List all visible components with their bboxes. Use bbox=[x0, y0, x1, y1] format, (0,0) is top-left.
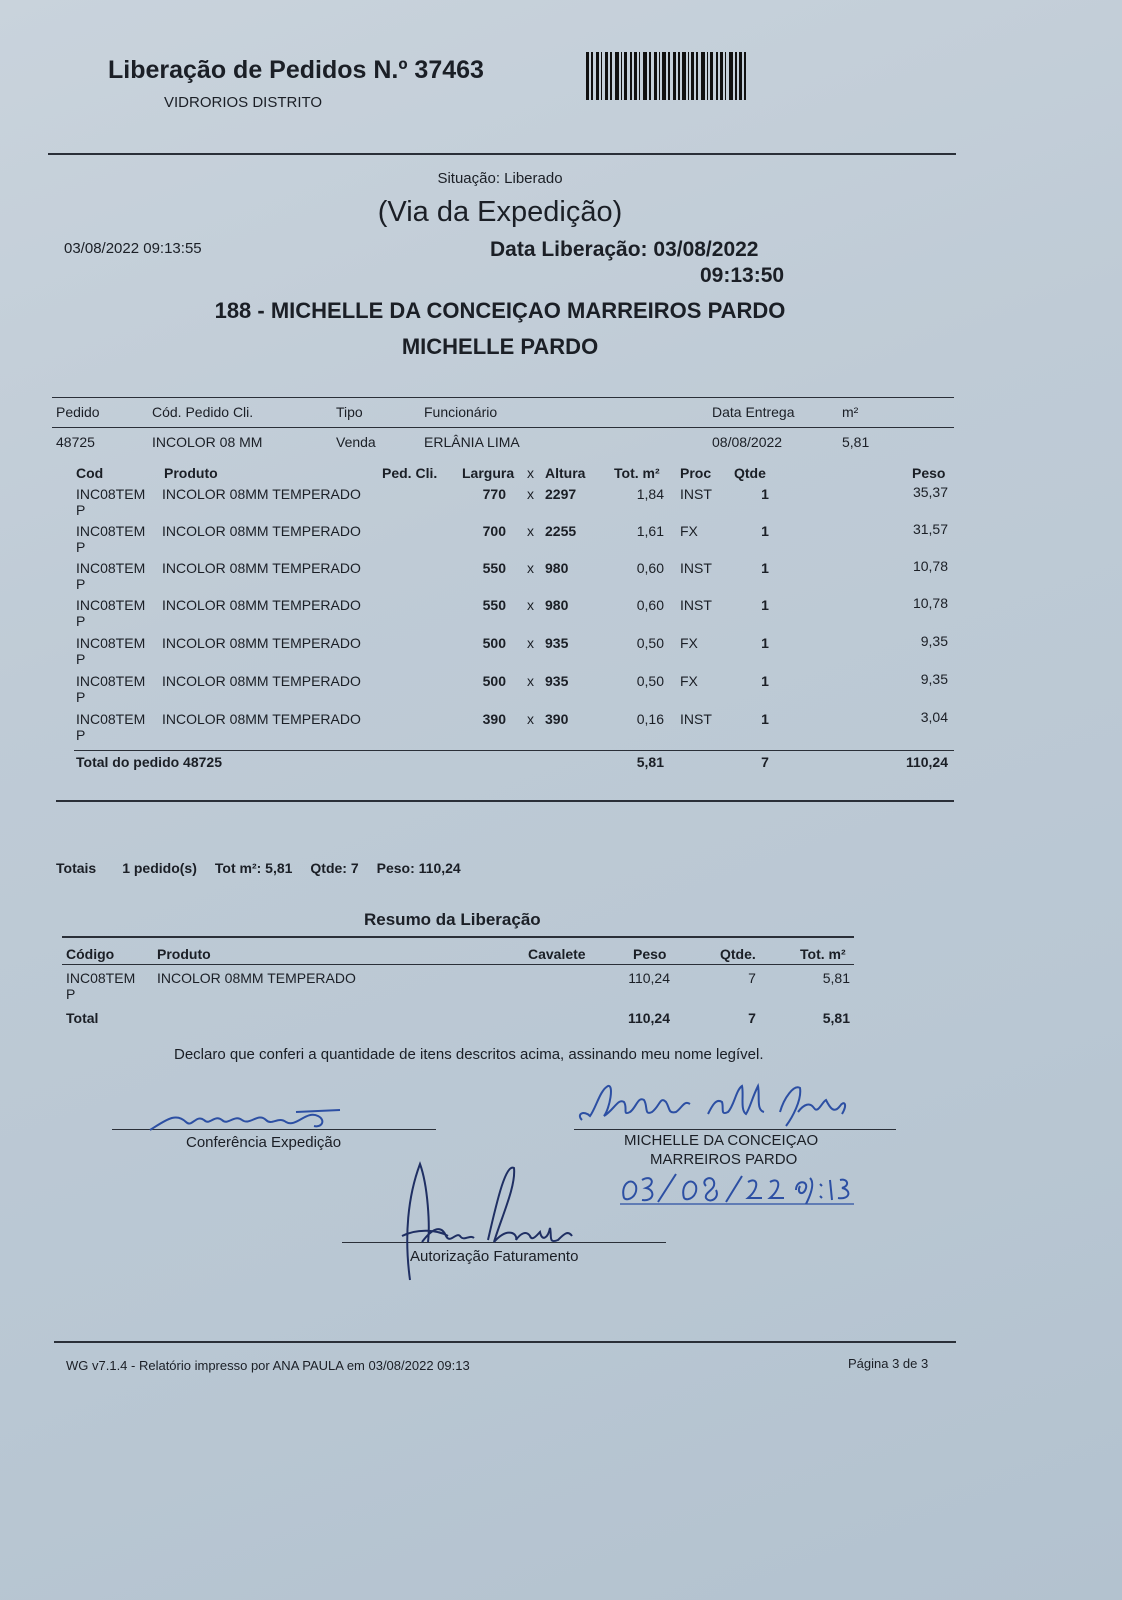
item-x: x bbox=[527, 597, 534, 613]
order-total-peso: 110,24 bbox=[905, 754, 948, 770]
col-header-data-entrega: Data Entrega bbox=[712, 404, 795, 420]
item-altura: 980 bbox=[545, 597, 569, 613]
totals-m2: Tot m²: 5,81 bbox=[214, 860, 293, 876]
item-x: x bbox=[527, 635, 534, 651]
item-produto: INCOLOR 08MM TEMPERADO bbox=[162, 711, 361, 727]
item-produto: INCOLOR 08MM TEMPERADO bbox=[162, 597, 361, 613]
summary-header-divider bbox=[62, 964, 854, 965]
item-cod: INC08TEM P bbox=[76, 560, 146, 592]
item-altura: 2297 bbox=[545, 486, 577, 502]
delivery-date: 08/08/2022 bbox=[712, 434, 783, 450]
summary-tot-m2: 5,81 bbox=[822, 970, 850, 986]
item-largura: 390 bbox=[482, 711, 506, 727]
item-col-cod: Cod bbox=[76, 465, 104, 481]
client-order-code: INCOLOR 08 MM bbox=[152, 434, 263, 450]
item-col-peso: Peso bbox=[912, 465, 946, 481]
summary-total-peso: 110,24 bbox=[627, 1010, 670, 1026]
item-cod: INC08TEM P bbox=[76, 523, 146, 555]
item-col-qtde: Qtde bbox=[734, 465, 766, 481]
col-header-pedido: Pedido bbox=[56, 404, 100, 420]
item-x: x bbox=[527, 486, 534, 502]
item-cod: INC08TEM P bbox=[76, 486, 146, 518]
item-peso: 3,04 bbox=[920, 709, 948, 725]
footer-print-info: WG v7.1.4 - Relatório impresso por ANA PAULA em 03/08/2022 09:13 bbox=[66, 1358, 470, 1373]
item-produto: INCOLOR 08MM TEMPERADO bbox=[162, 673, 361, 689]
item-tot-m2: 0,60 bbox=[636, 597, 664, 613]
item-largura: 700 bbox=[482, 523, 506, 539]
item-peso: 10,78 bbox=[912, 558, 948, 574]
order-total-m2: 5,81 bbox=[636, 754, 664, 770]
item-proc: FX bbox=[680, 673, 698, 689]
item-col-ped-cli: Ped. Cli. bbox=[382, 465, 438, 481]
summary-total-label: Total bbox=[66, 1010, 99, 1026]
item-col-produto: Produto bbox=[164, 465, 218, 481]
order-type: Venda bbox=[336, 434, 376, 450]
item-col-tot-m2: Tot. m² bbox=[614, 465, 660, 481]
item-produto: INCOLOR 08MM TEMPERADO bbox=[162, 560, 361, 576]
client-signature-name-2: MARREIROS PARDO bbox=[650, 1151, 798, 1168]
col-header-funcionario: Funcionário bbox=[424, 404, 498, 420]
item-produto: INCOLOR 08MM TEMPERADO bbox=[162, 486, 361, 502]
item-largura: 770 bbox=[482, 486, 506, 502]
totals-summary bbox=[56, 860, 479, 876]
item-tot-m2: 0,16 bbox=[636, 711, 664, 727]
table-row bbox=[0, 635, 1122, 673]
print-timestamp: 03/08/2022 09:13:55 bbox=[64, 240, 202, 257]
document-title: Liberação de Pedidos N.º 37463 bbox=[108, 56, 484, 84]
item-cod: INC08TEM P bbox=[76, 711, 146, 743]
section-divider bbox=[56, 800, 954, 802]
order-total-divider bbox=[74, 750, 954, 751]
employee: ERLÂNIA LIMA bbox=[424, 434, 520, 450]
item-largura: 500 bbox=[482, 673, 506, 689]
item-x: x bbox=[527, 711, 534, 727]
item-qtde: 1 bbox=[761, 597, 769, 613]
totals-peso: Peso: 110,24 bbox=[376, 860, 461, 876]
col-header-cod-pedido-cli: Cód. Pedido Cli. bbox=[152, 404, 254, 420]
summary-peso: 110,24 bbox=[628, 970, 670, 986]
item-tot-m2: 0,50 bbox=[636, 673, 664, 689]
summary-produto: INCOLOR 08MM TEMPERADO bbox=[157, 970, 356, 986]
item-largura: 550 bbox=[482, 597, 506, 613]
client-name: 188 - MICHELLE DA CONCEIÇAO MARREIROS PARDO bbox=[214, 298, 786, 323]
item-proc: FX bbox=[680, 635, 698, 651]
item-proc: FX bbox=[680, 523, 698, 539]
item-cod: INC08TEM P bbox=[76, 673, 146, 705]
item-largura: 500 bbox=[482, 635, 506, 651]
item-x: x bbox=[527, 673, 534, 689]
table-row bbox=[0, 673, 1122, 711]
table-row bbox=[0, 597, 1122, 635]
conferencia-signature-icon bbox=[146, 1100, 356, 1134]
client-short-name: MICHELLE PARDO bbox=[401, 334, 599, 359]
order-header-divider bbox=[52, 427, 954, 428]
item-peso: 10,78 bbox=[912, 595, 948, 611]
declaration-text: Declaro que conferi a quantidade de itens descritos acima, assinando meu nome legível. bbox=[174, 1046, 764, 1063]
item-qtde: 1 bbox=[761, 673, 769, 689]
company-name: VIDRORIOS DISTRITO bbox=[164, 94, 323, 111]
summary-qtde: 7 bbox=[748, 970, 756, 986]
item-tot-m2: 0,50 bbox=[636, 635, 664, 651]
item-cod: INC08TEM P bbox=[76, 597, 146, 629]
item-altura: 390 bbox=[545, 711, 569, 727]
item-proc: INST bbox=[680, 711, 712, 727]
summary-col-qtde: Qtde. bbox=[720, 946, 756, 962]
item-altura: 935 bbox=[545, 673, 569, 689]
order-m2: 5,81 bbox=[842, 434, 870, 450]
item-tot-m2: 1,61 bbox=[636, 523, 664, 539]
conferencia-label: Conferência Expedição bbox=[186, 1134, 342, 1151]
item-proc: INST bbox=[680, 597, 712, 613]
summary-top-border bbox=[62, 936, 854, 938]
totals-label: Totais bbox=[56, 860, 97, 876]
totals-qtde: Qtde: 7 bbox=[310, 860, 359, 876]
item-qtde: 1 bbox=[761, 635, 769, 651]
summary-col-codigo: Código bbox=[66, 946, 115, 962]
item-tot-m2: 0,60 bbox=[636, 560, 664, 576]
summary-col-produto: Produto bbox=[157, 946, 211, 962]
release-time: 09:13:50 bbox=[700, 264, 785, 287]
status-label: Situação: Liberado bbox=[437, 170, 563, 187]
table-row bbox=[0, 560, 1122, 598]
autorizacao-label: Autorização Faturamento bbox=[410, 1248, 579, 1265]
item-tot-m2: 1,84 bbox=[636, 486, 664, 502]
summary-title: Resumo da Liberação bbox=[364, 910, 541, 929]
item-peso: 9,35 bbox=[920, 671, 948, 687]
item-x: x bbox=[527, 560, 534, 576]
page-number: Página 3 de 3 bbox=[848, 1356, 929, 1371]
item-peso: 9,35 bbox=[920, 633, 948, 649]
item-col-largura: Largura bbox=[462, 465, 515, 481]
item-cod: INC08TEM P bbox=[76, 635, 146, 667]
table-row bbox=[0, 711, 1122, 749]
summary-total-qtde: 7 bbox=[748, 1010, 756, 1026]
summary-total-m2: 5,81 bbox=[822, 1010, 850, 1026]
item-peso: 31,57 bbox=[912, 521, 948, 537]
handwritten-date-icon bbox=[620, 1170, 860, 1206]
item-qtde: 1 bbox=[761, 560, 769, 576]
item-col-x: x bbox=[527, 465, 534, 481]
item-largura: 550 bbox=[482, 560, 506, 576]
item-proc: INST bbox=[680, 560, 712, 576]
table-row bbox=[0, 523, 1122, 561]
totals-pedidos: 1 pedido(s) bbox=[122, 860, 197, 876]
client-signature-icon bbox=[574, 1078, 854, 1130]
item-col-proc: Proc bbox=[680, 465, 712, 481]
order-table-top-border bbox=[52, 397, 954, 398]
col-header-m2: m² bbox=[842, 404, 859, 420]
release-date: Data Liberação: 03/08/2022 bbox=[490, 238, 759, 261]
item-altura: 980 bbox=[545, 560, 569, 576]
col-header-tipo: Tipo bbox=[336, 404, 363, 420]
header-divider bbox=[48, 153, 956, 155]
summary-codigo: INC08TEM P bbox=[66, 970, 136, 1002]
copy-type-heading: (Via da Expedição) bbox=[377, 196, 623, 228]
order-number: 48725 bbox=[56, 434, 95, 450]
item-produto: INCOLOR 08MM TEMPERADO bbox=[162, 523, 361, 539]
summary-col-peso: Peso bbox=[633, 946, 667, 962]
item-x: x bbox=[527, 523, 534, 539]
client-signature-name-1: MICHELLE DA CONCEIÇAO bbox=[624, 1132, 819, 1149]
autorizacao-signature-icon bbox=[398, 1156, 584, 1284]
item-altura: 2255 bbox=[545, 523, 577, 539]
barcode-icon bbox=[586, 52, 746, 100]
item-col-altura: Altura bbox=[545, 465, 586, 481]
summary-col-tot-m2: Tot. m² bbox=[800, 946, 846, 962]
item-produto: INCOLOR 08MM TEMPERADO bbox=[162, 635, 361, 651]
footer-divider bbox=[54, 1341, 956, 1343]
order-total-qtde: 7 bbox=[761, 754, 769, 770]
table-row bbox=[0, 486, 1122, 524]
item-qtde: 1 bbox=[761, 523, 769, 539]
order-total-label: Total do pedido 48725 bbox=[76, 754, 222, 770]
summary-col-cavalete: Cavalete bbox=[528, 946, 586, 962]
item-proc: INST bbox=[680, 486, 712, 502]
item-altura: 935 bbox=[545, 635, 569, 651]
item-qtde: 1 bbox=[761, 711, 769, 727]
item-peso: 35,37 bbox=[912, 484, 948, 500]
item-qtde: 1 bbox=[761, 486, 769, 502]
